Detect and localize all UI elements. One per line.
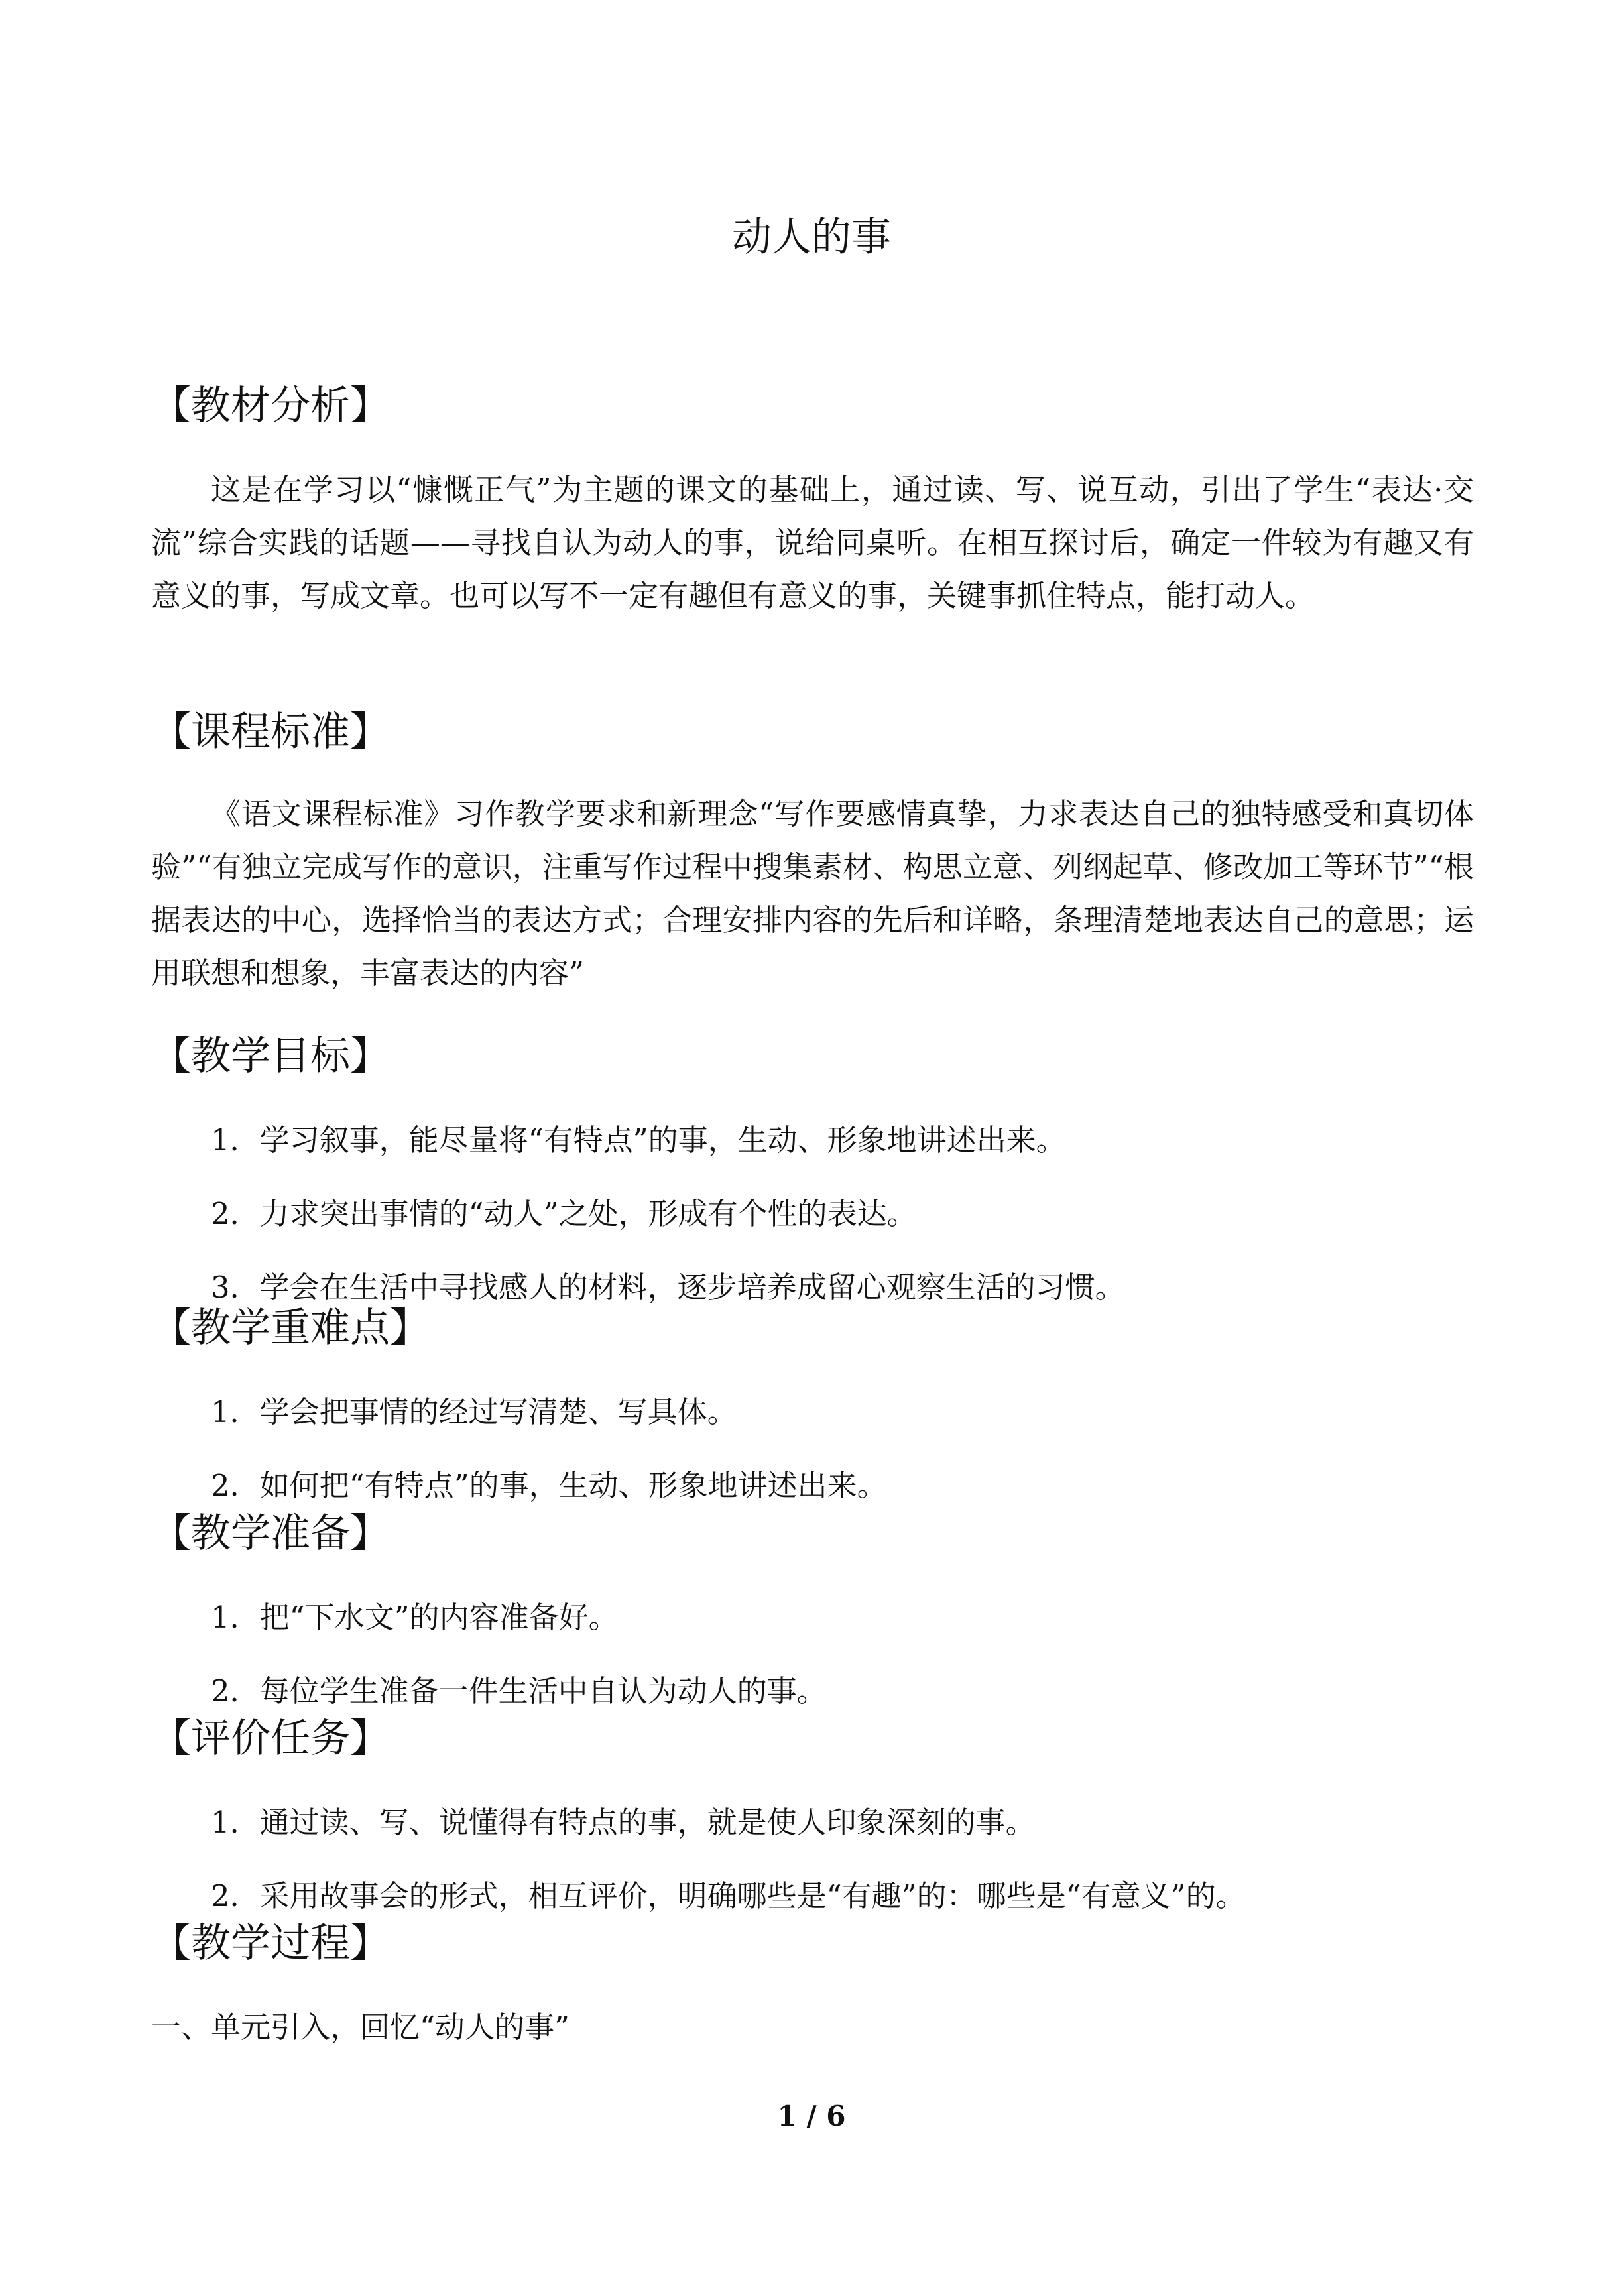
preparation-item-2: 2．每位学生准备一件生活中自认为动人的事。 — [211, 1673, 827, 1709]
heading-difficulties: 【教学重难点】 — [151, 1305, 430, 1351]
paragraph-analysis: 这是在学习以“慷慨正气”为主题的课文的基础上，通过读、写、说互动，引出了学生“表达·交流”综合实践的话题——寻找自认为动人的事，说给同桌听。在相互探讨后，确定一件较为有趣又有意义的事，写成文章。也可以写不一定有趣但有意义的事，关键事抓住特点，能打动人。 — [151, 472, 1474, 613]
heading-evaluation: 【评价任务】 — [151, 1715, 390, 1762]
difficulty-item-2: 2．如何把“有特点”的事，生动、形象地讲述出来。 — [211, 1468, 887, 1503]
heading-analysis: 【教材分析】 — [151, 383, 390, 429]
difficulty-item-1: 1．学会把事情的经过写清楚、写具体。 — [211, 1394, 737, 1429]
goal-item-2: 2．力求突出事情的“动人”之处，形成有个性的表达。 — [211, 1196, 917, 1231]
document-title: 动人的事 — [732, 214, 891, 261]
heading-standard: 【课程标准】 — [151, 709, 390, 755]
heading-preparation: 【教学准备】 — [151, 1510, 390, 1557]
goal-item-3: 3．学会在生活中寻找感人的材料，逐步培养成留心观察生活的习惯。 — [211, 1270, 1125, 1305]
heading-process: 【教学过程】 — [151, 1920, 390, 1966]
heading-goals: 【教学目标】 — [151, 1033, 390, 1079]
paragraph-standard: 《语文课程标准》习作教学要求和新理念“写作要感情真挚，力求表达自己的独特感受和真切体验”“有独立完成写作的意识，注重写作过程中搜集素材、构思立意、列纲起草、修改加工等环节”“根据表达的中心，选择恰当的表达方式；合理安排内容的先后和详略，条理清楚地表达自己的意思；运用联想和想象，丰富表达的内容” — [151, 796, 1474, 991]
goal-item-1: 1．学习叙事，能尽量将“有特点”的事，生动、形象地讲述出来。 — [211, 1122, 1066, 1158]
page-number: 1 / 6 — [777, 2100, 846, 2132]
evaluation-item-1: 1．通过读、写、说懂得有特点的事，就是使人印象深刻的事。 — [211, 1805, 1036, 1840]
preparation-item-1: 1．把“下水文”的内容准备好。 — [211, 1600, 619, 1635]
process-step-1: 一、单元引入，回忆“动人的事” — [151, 2010, 570, 2045]
evaluation-item-2: 2．采用故事会的形式，相互评价，明确哪些是“有趣”的：哪些是“有意义”的。 — [211, 1878, 1246, 1913]
